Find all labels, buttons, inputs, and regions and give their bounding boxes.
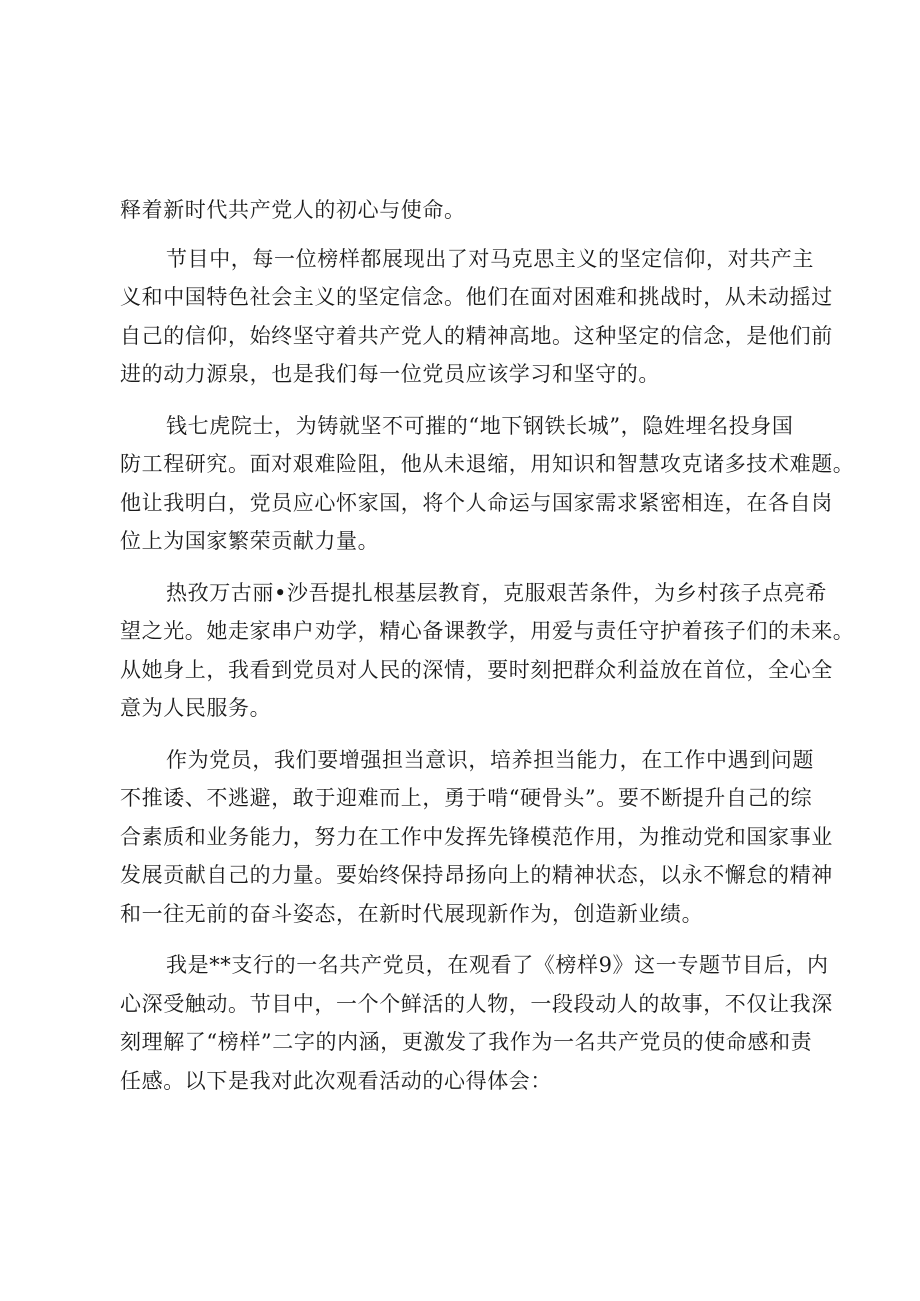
text-line: 位上为国家繁荣贡献力量。 bbox=[120, 529, 380, 553]
document-body bbox=[120, 191, 855, 1100]
text-line: 望之光。她走家串户劝学，精心备课教学，用爱与责任守护着孩子们的未来。 bbox=[120, 619, 855, 643]
text-line: 任感。以下是我对此次观看活动的心得体会： bbox=[120, 1068, 552, 1093]
text-line: 作为党员，我们要增强担当意识，培养担当能力，在工作中遇到问题 bbox=[166, 747, 814, 772]
text-line: 和一往无前的奋斗姿态，在新时代展现新作为，创造新业绩。 bbox=[120, 901, 704, 926]
text-line: 义和中国特色社会主义的坚定信念。他们在面对困难和挑战时，从未动摇过 bbox=[120, 285, 833, 309]
paragraph-1 bbox=[120, 191, 800, 230]
paragraph-4 bbox=[120, 574, 855, 728]
text-line: 进的动力源泉，也是我们每一位党员应该学习和坚守的。 bbox=[120, 362, 660, 386]
paragraph-3 bbox=[120, 407, 855, 561]
text-line: 节目中，每一位榜样都展现出了对马克思主义的坚定信仰，对共产主 bbox=[166, 246, 814, 271]
text-line: 合素质和业务能力，努力在工作中发挥先锋模范作用，为推动党和国家事业 bbox=[120, 824, 833, 849]
text-line: 我是**支行的一名共产党员，在观看了《榜样9》这一专题节目后，内 bbox=[166, 953, 829, 977]
text-line: 释着新时代共产党人的初心与使命。 bbox=[120, 198, 466, 222]
text-line: 意为人民服务。 bbox=[120, 696, 272, 720]
text-line: 自己的信仰，始终坚守着共产党人的精神高地。这种坚定的信念，是他们前 bbox=[120, 323, 833, 348]
text-line: 钱七虎院士，为铸就坚不可摧的“地下钢铁长城”，隐姓埋名投身国 bbox=[166, 413, 794, 438]
text-line: 防工程研究。面对艰难险阻，他从未退缩，用知识和智慧攻克诸多技术难题。 bbox=[120, 452, 855, 476]
text-line: 他让我明白，党员应心怀家国，将个人命运与国家需求紧密相连，在各自岗 bbox=[120, 490, 833, 515]
text-line: 发展贡献自己的力量。要始终保持昂扬向上的精神状态，以永不懈怠的精神 bbox=[120, 863, 833, 887]
text-line: 刻理解了“榜样”二字的内涵，更激发了我作为一名共产党员的使命感和责 bbox=[120, 1030, 813, 1054]
paragraph-2 bbox=[120, 240, 833, 394]
paragraph-6 bbox=[120, 946, 833, 1100]
paragraph-5 bbox=[120, 741, 833, 934]
text-line: 心深受触动。节目中，一个个鲜活的人物，一段段动人的故事，不仅让我深 bbox=[120, 991, 833, 1016]
text-line: 从她身上，我看到党员对人民的深情，要时刻把群众利益放在首位，全心全 bbox=[120, 657, 833, 682]
text-line: 热孜万古丽•沙吾提扎根基层教育，克服艰苦条件，为乡村孩子点亮希 bbox=[166, 580, 827, 605]
text-line: 不推诿、不逃避，敢于迎难而上，勇于啃“硬骨头”。要不断提升自己的综 bbox=[120, 786, 813, 810]
